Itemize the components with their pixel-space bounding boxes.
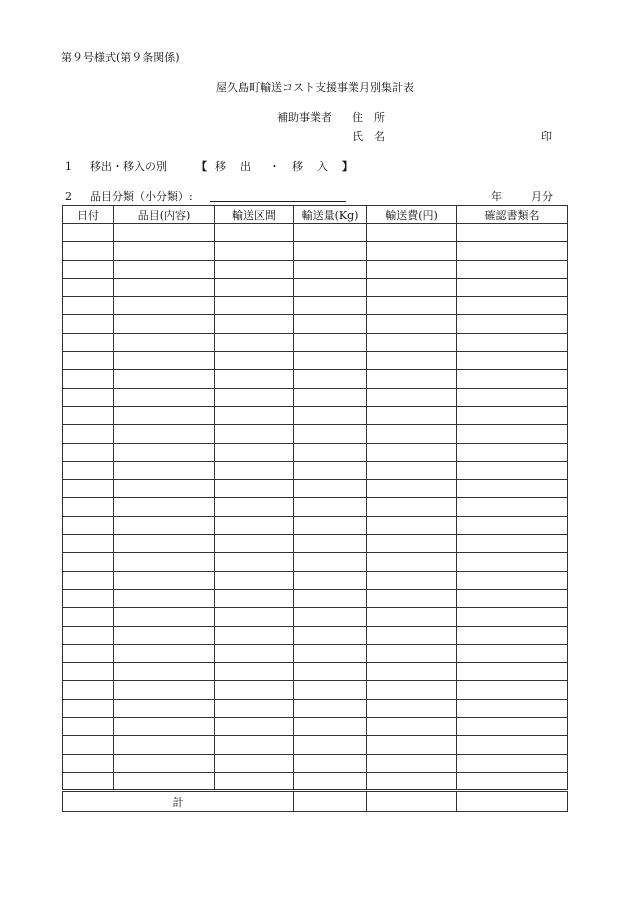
cost-cell[interactable]: [367, 333, 457, 351]
cost-cell[interactable]: [367, 370, 457, 388]
cost-cell[interactable]: [367, 224, 457, 242]
section1-number: 1: [65, 160, 72, 173]
route-cell[interactable]: [215, 461, 294, 479]
document-cell[interactable]: [457, 663, 568, 681]
weight-cell[interactable]: [294, 425, 367, 443]
route-cell[interactable]: [215, 535, 294, 553]
cost-cell[interactable]: [367, 772, 457, 790]
cost-cell[interactable]: [367, 480, 457, 498]
date-cell[interactable]: [63, 260, 114, 278]
seal-label: 印: [541, 130, 552, 143]
table-row: [63, 480, 568, 498]
item-cell[interactable]: [114, 352, 215, 370]
date-cell[interactable]: [63, 224, 114, 242]
document-cell[interactable]: [457, 370, 568, 388]
date-cell[interactable]: [63, 461, 114, 479]
table-row: [63, 626, 568, 644]
route-cell[interactable]: [215, 315, 294, 333]
route-cell[interactable]: [215, 425, 294, 443]
cost-cell[interactable]: [367, 699, 457, 717]
document-cell[interactable]: [457, 461, 568, 479]
table-row: [63, 608, 568, 626]
route-cell[interactable]: [215, 406, 294, 424]
cost-cell[interactable]: [367, 297, 457, 315]
table-row: [63, 553, 568, 571]
date-cell[interactable]: [63, 535, 114, 553]
cost-cell[interactable]: [367, 644, 457, 662]
item-cell[interactable]: [114, 535, 215, 553]
item-cell[interactable]: [114, 644, 215, 662]
document-cell[interactable]: [457, 553, 568, 571]
column-header-weight: 輸送量(Kg): [294, 206, 367, 224]
page-title: 屋久島町輸送コスト支援事業月別集計表: [216, 81, 414, 94]
item-cell[interactable]: [114, 736, 215, 754]
table-row: [63, 297, 568, 315]
route-cell[interactable]: [215, 754, 294, 772]
weight-cell[interactable]: [294, 681, 367, 699]
cost-cell[interactable]: [367, 516, 457, 534]
route-cell[interactable]: [215, 352, 294, 370]
table-row: [63, 242, 568, 260]
table-row: [63, 260, 568, 278]
date-cell[interactable]: [63, 297, 114, 315]
table-row: [63, 681, 568, 699]
transfer-type-choice: [196, 161, 353, 172]
weight-cell[interactable]: [294, 516, 367, 534]
open-bracket: 【: [196, 160, 207, 173]
weight-cell[interactable]: [294, 718, 367, 736]
close-bracket: 】: [342, 160, 353, 173]
document-cell[interactable]: [457, 516, 568, 534]
route-cell[interactable]: [215, 553, 294, 571]
weight-cell[interactable]: [294, 626, 367, 644]
weight-cell[interactable]: [294, 644, 367, 662]
weight-cell[interactable]: [294, 370, 367, 388]
table-row: [63, 498, 568, 516]
document-cell[interactable]: [457, 425, 568, 443]
table-row: [63, 333, 568, 351]
date-cell[interactable]: [63, 608, 114, 626]
date-cell[interactable]: [63, 663, 114, 681]
item-cell[interactable]: [114, 242, 215, 260]
total-label: 計: [63, 791, 294, 812]
table-row: [63, 699, 568, 717]
route-cell[interactable]: [215, 608, 294, 626]
route-cell[interactable]: [215, 224, 294, 242]
weight-cell[interactable]: [294, 736, 367, 754]
item-cell[interactable]: [114, 480, 215, 498]
cost-cell[interactable]: [367, 461, 457, 479]
document-cell[interactable]: [457, 626, 568, 644]
table-row: [63, 425, 568, 443]
date-cell[interactable]: [63, 681, 114, 699]
document-cell[interactable]: [457, 242, 568, 260]
date-cell[interactable]: [63, 736, 114, 754]
document-cell[interactable]: [457, 571, 568, 589]
document-cell[interactable]: [457, 352, 568, 370]
weight-cell[interactable]: [294, 315, 367, 333]
date-cell[interactable]: [63, 388, 114, 406]
table-row: [63, 644, 568, 662]
table-row: [63, 406, 568, 424]
monthly-summary-table: [62, 205, 568, 812]
cost-cell[interactable]: [367, 498, 457, 516]
item-cell[interactable]: [114, 388, 215, 406]
document-cell[interactable]: [457, 589, 568, 607]
item-cell[interactable]: [114, 498, 215, 516]
date-cell[interactable]: [63, 370, 114, 388]
item-cell[interactable]: [114, 718, 215, 736]
weight-cell[interactable]: [294, 406, 367, 424]
route-cell[interactable]: [215, 736, 294, 754]
weight-cell[interactable]: [294, 333, 367, 351]
cost-cell[interactable]: [367, 443, 457, 461]
weight-cell[interactable]: [294, 772, 367, 790]
cost-cell[interactable]: [367, 754, 457, 772]
date-cell[interactable]: [63, 333, 114, 351]
section2-number: 2: [65, 190, 72, 203]
weight-cell[interactable]: [294, 663, 367, 681]
date-cell[interactable]: [63, 589, 114, 607]
cost-cell[interactable]: [367, 553, 457, 571]
item-cell[interactable]: [114, 443, 215, 461]
table-row: [63, 352, 568, 370]
table-row: [63, 589, 568, 607]
date-cell[interactable]: [63, 480, 114, 498]
document-cell[interactable]: [457, 443, 568, 461]
cost-cell[interactable]: [367, 425, 457, 443]
section1-label: 移出・移入の別: [90, 160, 167, 173]
weight-cell[interactable]: [294, 571, 367, 589]
category-input-line[interactable]: [210, 201, 346, 202]
item-cell[interactable]: [114, 224, 215, 242]
choice-import[interactable]: 移入: [292, 160, 342, 173]
total-document-cell[interactable]: [457, 791, 568, 812]
route-cell[interactable]: [215, 480, 294, 498]
document-cell[interactable]: [457, 333, 568, 351]
month-label: 月分: [531, 190, 553, 203]
column-header-document: 確認書類名: [457, 206, 568, 224]
cost-cell[interactable]: [367, 406, 457, 424]
item-cell[interactable]: [114, 571, 215, 589]
cost-cell[interactable]: [367, 663, 457, 681]
column-header-item: 品目(内容): [114, 206, 215, 224]
table-row: [63, 315, 568, 333]
item-cell[interactable]: [114, 681, 215, 699]
item-cell[interactable]: [114, 772, 215, 790]
cost-cell[interactable]: [367, 718, 457, 736]
cost-cell[interactable]: [367, 278, 457, 296]
table-row: [63, 443, 568, 461]
document-cell[interactable]: [457, 480, 568, 498]
item-cell[interactable]: [114, 278, 215, 296]
item-cell[interactable]: [114, 406, 215, 424]
total-row: [63, 791, 568, 812]
weight-cell[interactable]: [294, 589, 367, 607]
cost-cell[interactable]: [367, 608, 457, 626]
total-cost-cell[interactable]: [367, 791, 457, 812]
table-row: [63, 535, 568, 553]
document-cell[interactable]: [457, 388, 568, 406]
document-cell[interactable]: [457, 260, 568, 278]
table-row: [63, 718, 568, 736]
item-cell[interactable]: [114, 333, 215, 351]
date-cell[interactable]: [63, 644, 114, 662]
route-cell[interactable]: [215, 681, 294, 699]
table-row: [63, 663, 568, 681]
document-cell[interactable]: [457, 644, 568, 662]
weight-cell[interactable]: [294, 535, 367, 553]
item-cell[interactable]: [114, 626, 215, 644]
date-cell[interactable]: [63, 425, 114, 443]
route-cell[interactable]: [215, 699, 294, 717]
document-cell[interactable]: [457, 297, 568, 315]
weight-cell[interactable]: [294, 608, 367, 626]
route-cell[interactable]: [215, 333, 294, 351]
weight-cell[interactable]: [294, 278, 367, 296]
document-cell[interactable]: [457, 278, 568, 296]
section2-label: 品目分類（小分類）:: [90, 190, 193, 203]
column-header-cost: 輸送費(円): [367, 206, 457, 224]
route-cell[interactable]: [215, 278, 294, 296]
cost-cell[interactable]: [367, 535, 457, 553]
column-header-date: 日付: [63, 206, 114, 224]
date-cell[interactable]: [63, 406, 114, 424]
cost-cell[interactable]: [367, 242, 457, 260]
cost-cell[interactable]: [367, 352, 457, 370]
table-row: [63, 278, 568, 296]
weight-cell[interactable]: [294, 352, 367, 370]
cost-cell[interactable]: [367, 589, 457, 607]
table-row: [63, 736, 568, 754]
route-cell[interactable]: [215, 516, 294, 534]
date-cell[interactable]: [63, 626, 114, 644]
table-row: [63, 224, 568, 242]
table-row: [63, 571, 568, 589]
route-cell[interactable]: [215, 498, 294, 516]
route-cell[interactable]: [215, 370, 294, 388]
weight-cell[interactable]: [294, 754, 367, 772]
cost-cell[interactable]: [367, 260, 457, 278]
table-header-row: [63, 206, 568, 224]
route-cell[interactable]: [215, 718, 294, 736]
date-cell[interactable]: [63, 553, 114, 571]
item-cell[interactable]: [114, 315, 215, 333]
date-cell[interactable]: [63, 278, 114, 296]
date-cell[interactable]: [63, 754, 114, 772]
item-cell[interactable]: [114, 260, 215, 278]
route-cell[interactable]: [215, 571, 294, 589]
item-cell[interactable]: [114, 516, 215, 534]
route-cell[interactable]: [215, 589, 294, 607]
cost-cell[interactable]: [367, 681, 457, 699]
document-cell[interactable]: [457, 535, 568, 553]
weight-cell[interactable]: [294, 480, 367, 498]
item-cell[interactable]: [114, 608, 215, 626]
document-cell[interactable]: [457, 754, 568, 772]
document-cell[interactable]: [457, 699, 568, 717]
weight-cell[interactable]: [294, 388, 367, 406]
name-label: 氏名: [352, 130, 396, 143]
item-cell[interactable]: [114, 699, 215, 717]
item-cell[interactable]: [114, 461, 215, 479]
item-cell[interactable]: [114, 425, 215, 443]
weight-cell[interactable]: [294, 553, 367, 571]
route-cell[interactable]: [215, 297, 294, 315]
date-cell[interactable]: [63, 315, 114, 333]
year-label: 年: [491, 190, 502, 203]
weight-cell[interactable]: [294, 498, 367, 516]
total-weight-cell[interactable]: [294, 791, 367, 812]
weight-cell[interactable]: [294, 260, 367, 278]
date-cell[interactable]: [63, 772, 114, 790]
date-cell[interactable]: [63, 516, 114, 534]
grantee-label: 補助事業者: [277, 111, 332, 124]
route-cell[interactable]: [215, 644, 294, 662]
table-row: [63, 754, 568, 772]
form-number: 第９号様式(第９条関係): [61, 51, 180, 64]
weight-cell[interactable]: [294, 443, 367, 461]
table-row: [63, 516, 568, 534]
item-cell[interactable]: [114, 663, 215, 681]
cost-cell[interactable]: [367, 388, 457, 406]
route-cell[interactable]: [215, 772, 294, 790]
document-cell[interactable]: [457, 224, 568, 242]
document-cell[interactable]: [457, 498, 568, 516]
item-cell[interactable]: [114, 589, 215, 607]
item-cell[interactable]: [114, 370, 215, 388]
choice-separator: ・: [269, 160, 280, 173]
route-cell[interactable]: [215, 242, 294, 260]
weight-cell[interactable]: [294, 461, 367, 479]
date-cell[interactable]: [63, 718, 114, 736]
address-label: 住所: [352, 111, 396, 124]
cost-cell[interactable]: [367, 315, 457, 333]
item-cell[interactable]: [114, 297, 215, 315]
date-cell[interactable]: [63, 571, 114, 589]
route-cell[interactable]: [215, 388, 294, 406]
table-row: [63, 461, 568, 479]
table-row: [63, 772, 568, 790]
date-cell[interactable]: [63, 352, 114, 370]
route-cell[interactable]: [215, 626, 294, 644]
document-cell[interactable]: [457, 315, 568, 333]
table-row: [63, 370, 568, 388]
weight-cell[interactable]: [294, 224, 367, 242]
document-cell[interactable]: [457, 736, 568, 754]
date-cell[interactable]: [63, 699, 114, 717]
document-cell[interactable]: [457, 406, 568, 424]
table-body: [63, 224, 568, 791]
choice-export[interactable]: 移出: [215, 160, 265, 173]
route-cell[interactable]: [215, 663, 294, 681]
date-cell[interactable]: [63, 242, 114, 260]
item-cell[interactable]: [114, 754, 215, 772]
weight-cell[interactable]: [294, 297, 367, 315]
route-cell[interactable]: [215, 260, 294, 278]
column-header-route: 輸送区間: [215, 206, 294, 224]
cost-cell[interactable]: [367, 626, 457, 644]
weight-cell[interactable]: [294, 699, 367, 717]
document-cell[interactable]: [457, 772, 568, 790]
date-cell[interactable]: [63, 498, 114, 516]
date-cell[interactable]: [63, 443, 114, 461]
table-row: [63, 388, 568, 406]
route-cell[interactable]: [215, 443, 294, 461]
document-cell[interactable]: [457, 681, 568, 699]
document-cell[interactable]: [457, 608, 568, 626]
cost-cell[interactable]: [367, 571, 457, 589]
document-cell[interactable]: [457, 718, 568, 736]
cost-cell[interactable]: [367, 736, 457, 754]
item-cell[interactable]: [114, 553, 215, 571]
weight-cell[interactable]: [294, 242, 367, 260]
